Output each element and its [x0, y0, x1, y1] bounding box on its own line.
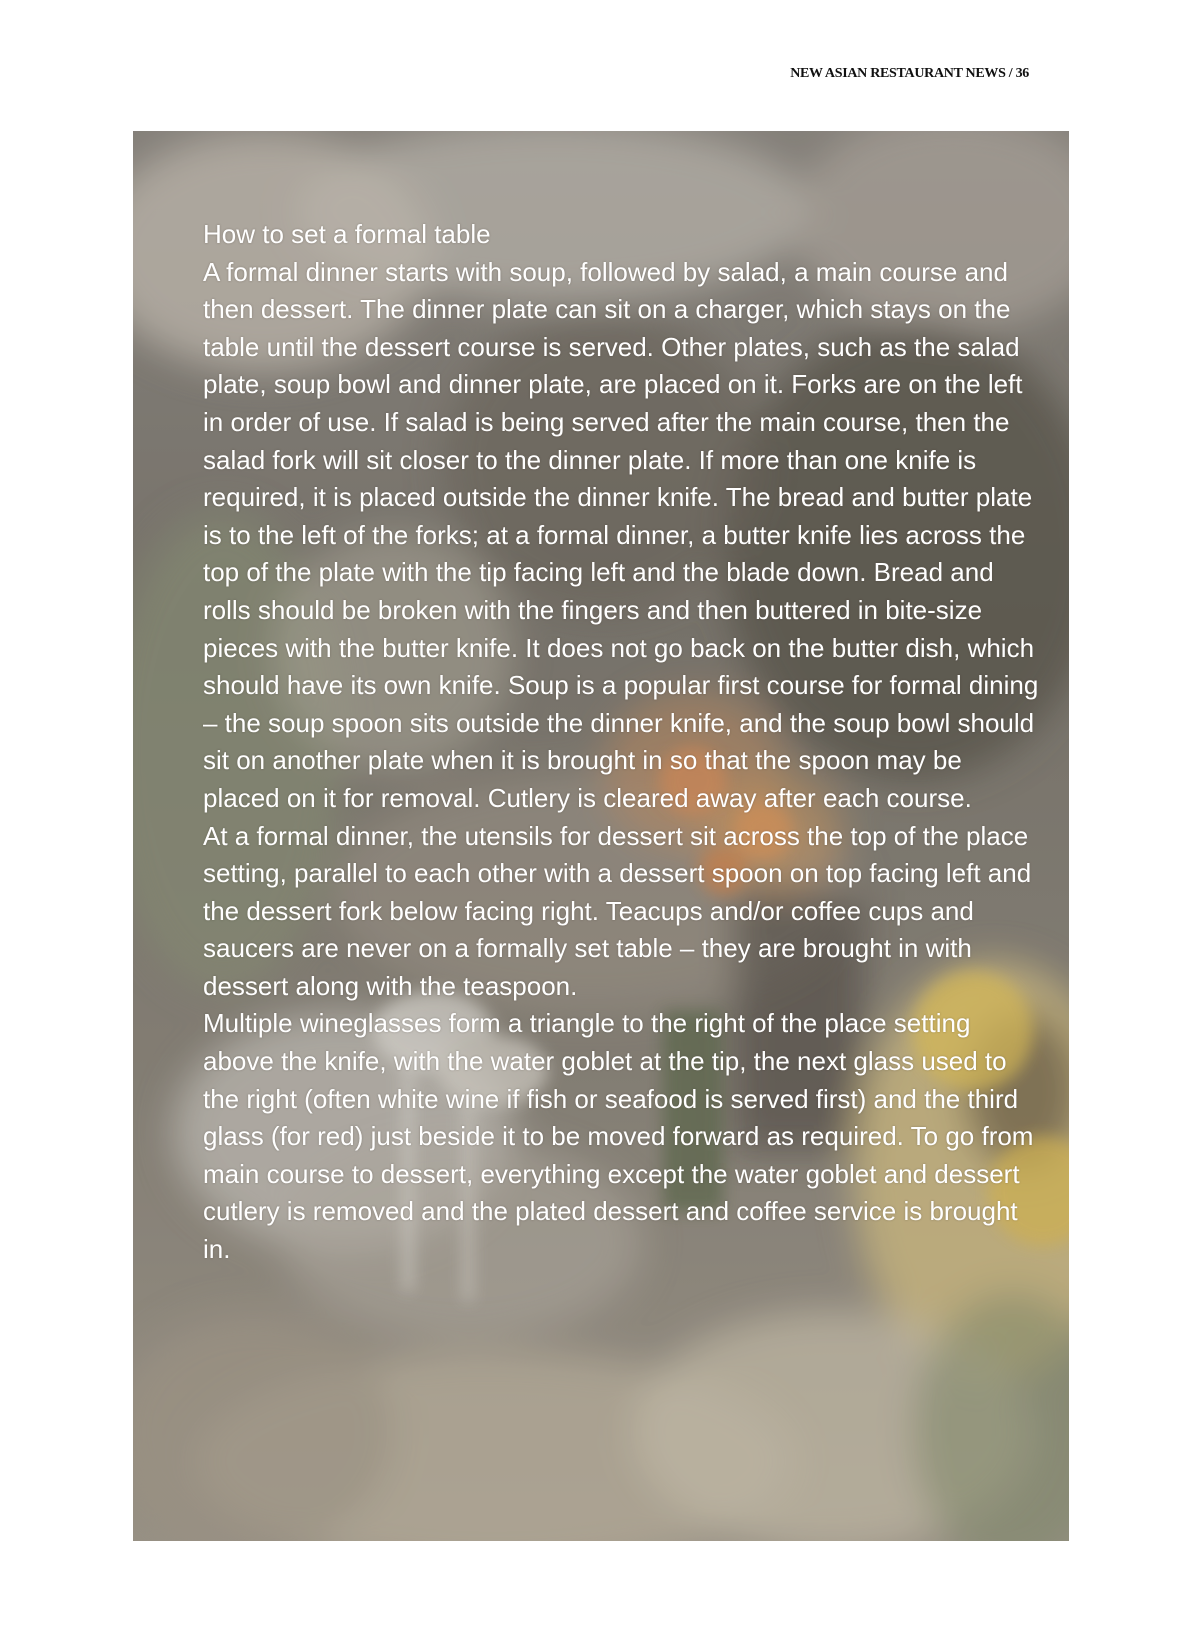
article-paragraph-2: At a formal dinner, the utensils for dessert sit across the top of the place setting, parallel to each other with a dessert spoon on top facing left and the dessert fork below facing right. Teacups and/or coffee cups and saucers are never on a formally set table – they are brought in with dessert along with the teaspoon.	[203, 820, 1032, 1001]
article-paragraph-3: Multiple wineglasses form a triangle to the right of the place setting above the knife, with the water goblet at the tip, the next glass used to the right (often white wine if fish or seafood is served first) and the third glass (for red) just beside it to be moved forward as required. To go from main course to dessert, everything except the water goblet and dessert cutlery is removed and the plated dessert and coffee service is brought in.	[203, 1008, 1034, 1265]
article-title: How to set a formal table	[203, 219, 491, 249]
background-photo-panel	[133, 131, 1069, 1541]
article	[203, 216, 1043, 1269]
page-header: NEW ASIAN RESTAURANT NEWS / 36	[790, 66, 1029, 81]
article-paragraph-1: A formal dinner starts with soup, followed by salad, a main course and then dessert. The dinner plate can sit on a charger, which stays on the table until the dessert course is served. Other plates, such as the salad plate, soup bowl and dinner plate, are placed on it. Forks are on the left in order of use. If salad is being served after the main course, then the salad fork will sit closer to the dinner plate. If more than one knife is required, it is placed outside the dinner knife. The bread and butter plate is to the left of the forks; at a formal dinner, a butter knife lies across the top of the plate with the tip facing left and the blade down. Bread and rolls should be broken with the fingers and then buttered in bite-size pieces with the butter knife. It does not go back on the butter dish, which should have its own knife. Soup is a popular first course for formal dining – the soup spoon sits outside the dinner knife, and the soup bowl should sit on another plate when it is brought in so that the spoon may be placed on it for removal. Cutlery is cleared away after each course.	[203, 256, 1039, 813]
